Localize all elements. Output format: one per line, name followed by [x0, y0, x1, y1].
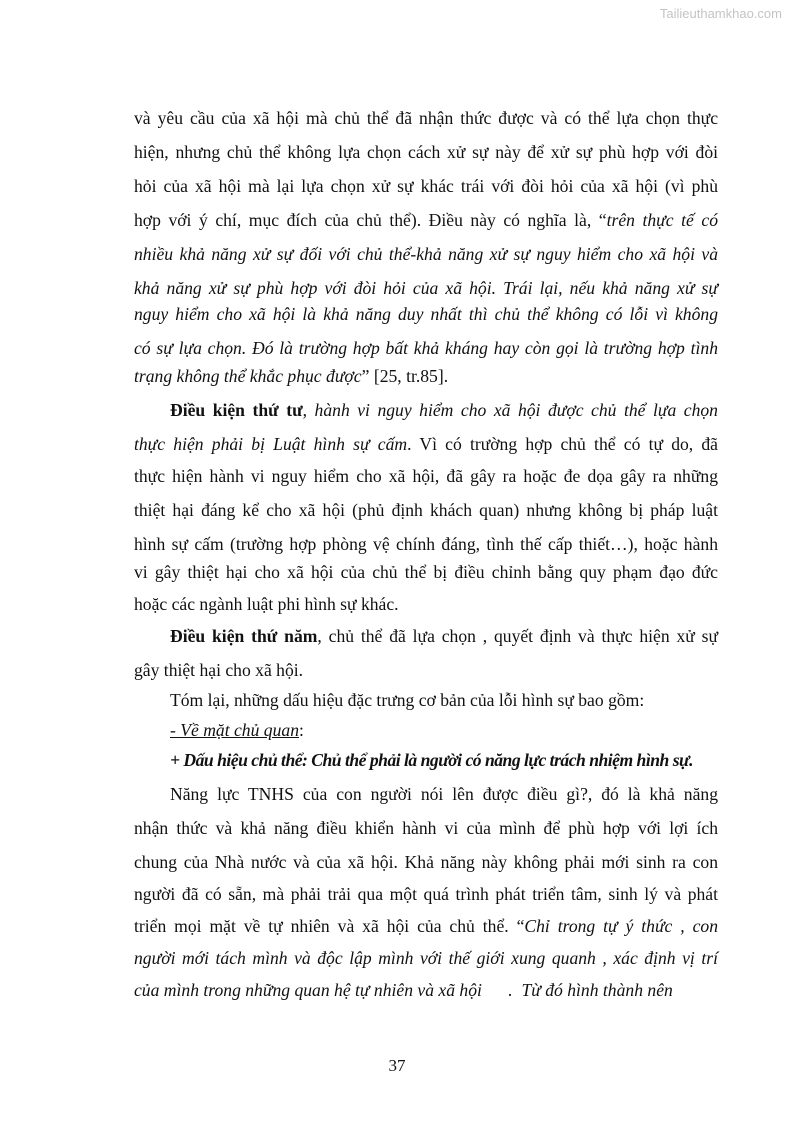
- text-line: trạng không thể khắc phục được” [25, tr.85].: [134, 366, 449, 386]
- text-line: vi gây thiệt hại cho xã hội của chủ thể bị điều chỉnh bằng quy phạm đạo đức: [134, 562, 718, 582]
- watermark: Tailieuthamkhao.com: [659, 6, 782, 21]
- text-line: chung của Nhà nước và của xã hội. Khả năng này không phải mới sinh ra con: [134, 852, 718, 872]
- quote-line: khả năng xử sự phù hợp với đòi hỏi của xã hội. Trái lại, nếu khả năng xử sự: [134, 278, 718, 298]
- text-line: hoặc các ngành luật phi hình sự khác.: [134, 594, 399, 614]
- text-line: thực hiện phải bị Luật hình sự cấm. Vì có trường hợp chủ thể có tự do, đã: [134, 434, 718, 454]
- text-line: Năng lực TNHS của con người nói lên được điều gì?, đó là khả năng: [170, 784, 718, 804]
- text-line: hiện, nhưng chủ thể không lựa chọn cách xử sự này để xử sự phù hợp với đòi: [134, 142, 718, 162]
- text-line: triển mọi mặt về tự nhiên và xã hội của chủ thể. “Chỉ trong tự ý thức , con: [134, 916, 718, 936]
- subheading-subjective: - Về mặt chủ quan:: [170, 720, 304, 740]
- quote-line: của mình trong những quan hệ tự nhiên và xã hội . Từ đó hình thành nên: [134, 980, 673, 1000]
- text-line: hỏi của xã hội mà lại lựa chọn xử sự khác trái với đòi hỏi của xã hội (vì phù: [134, 176, 718, 196]
- text-line: hợp với ý chí, mục đích của chủ thể). Điều này có nghĩa là, “trên thực tế có: [134, 210, 718, 230]
- text-line: hình sự cấm (trường hợp phòng vệ chính đáng, tình thế cấp thiết…), hoặc hành: [134, 534, 718, 554]
- quote-line: người mới tách mình và độc lập mình với thế giới xung quanh , xác định vị trí: [134, 948, 718, 968]
- text-line: Tóm lại, những dấu hiệu đặc trưng cơ bản của lỗi hình sự bao gồm:: [170, 690, 645, 710]
- quote-line: nhiều khả năng xử sự đối với chủ thể-khả năng xử sự nguy hiểm cho xã hội và: [134, 244, 718, 264]
- quote-line: nguy hiểm cho xã hội là khả năng duy nhất thì chủ thể không có lỗi vì không: [134, 304, 718, 324]
- text-line: thiệt hại đáng kể cho xã hội (phủ định khách quan) nhưng không bị pháp luật: [134, 500, 718, 520]
- quote-line: có sự lựa chọn. Đó là trường hợp bất khả kháng hay còn gọi là trường hợp tình: [134, 338, 718, 358]
- subheading-subject-sign: + Dấu hiệu chủ thể: Chủ thể phải là người có năng lực trách nhiệm hình sự.: [170, 750, 693, 770]
- text-line: gây thiệt hại cho xã hội.: [134, 660, 304, 680]
- text-line: thực hiện hành vi nguy hiểm cho xã hội, đã gây ra hoặc đe dọa gây ra những: [134, 466, 718, 486]
- text-line: người đã có sẵn, mà phải trải qua một quá trình phát triển tâm, sinh lý và phát: [134, 884, 718, 904]
- text-line: và yêu cầu của xã hội mà chủ thể đã nhận thức được và có thể lựa chọn thực: [134, 108, 718, 128]
- page-number: 37: [388, 1056, 406, 1075]
- paragraph-heading-fifth-condition: Điều kiện thứ năm, chủ thể đã lựa chọn , quyết định và thực hiện xử sự: [170, 626, 718, 646]
- text-line: nhận thức và khả năng điều khiển hành vi của mình để phù hợp với lợi ích: [134, 818, 718, 838]
- paragraph-heading-fourth-condition: Điều kiện thứ tư, hành vi nguy hiểm cho xã hội được chủ thể lựa chọn: [170, 400, 718, 420]
